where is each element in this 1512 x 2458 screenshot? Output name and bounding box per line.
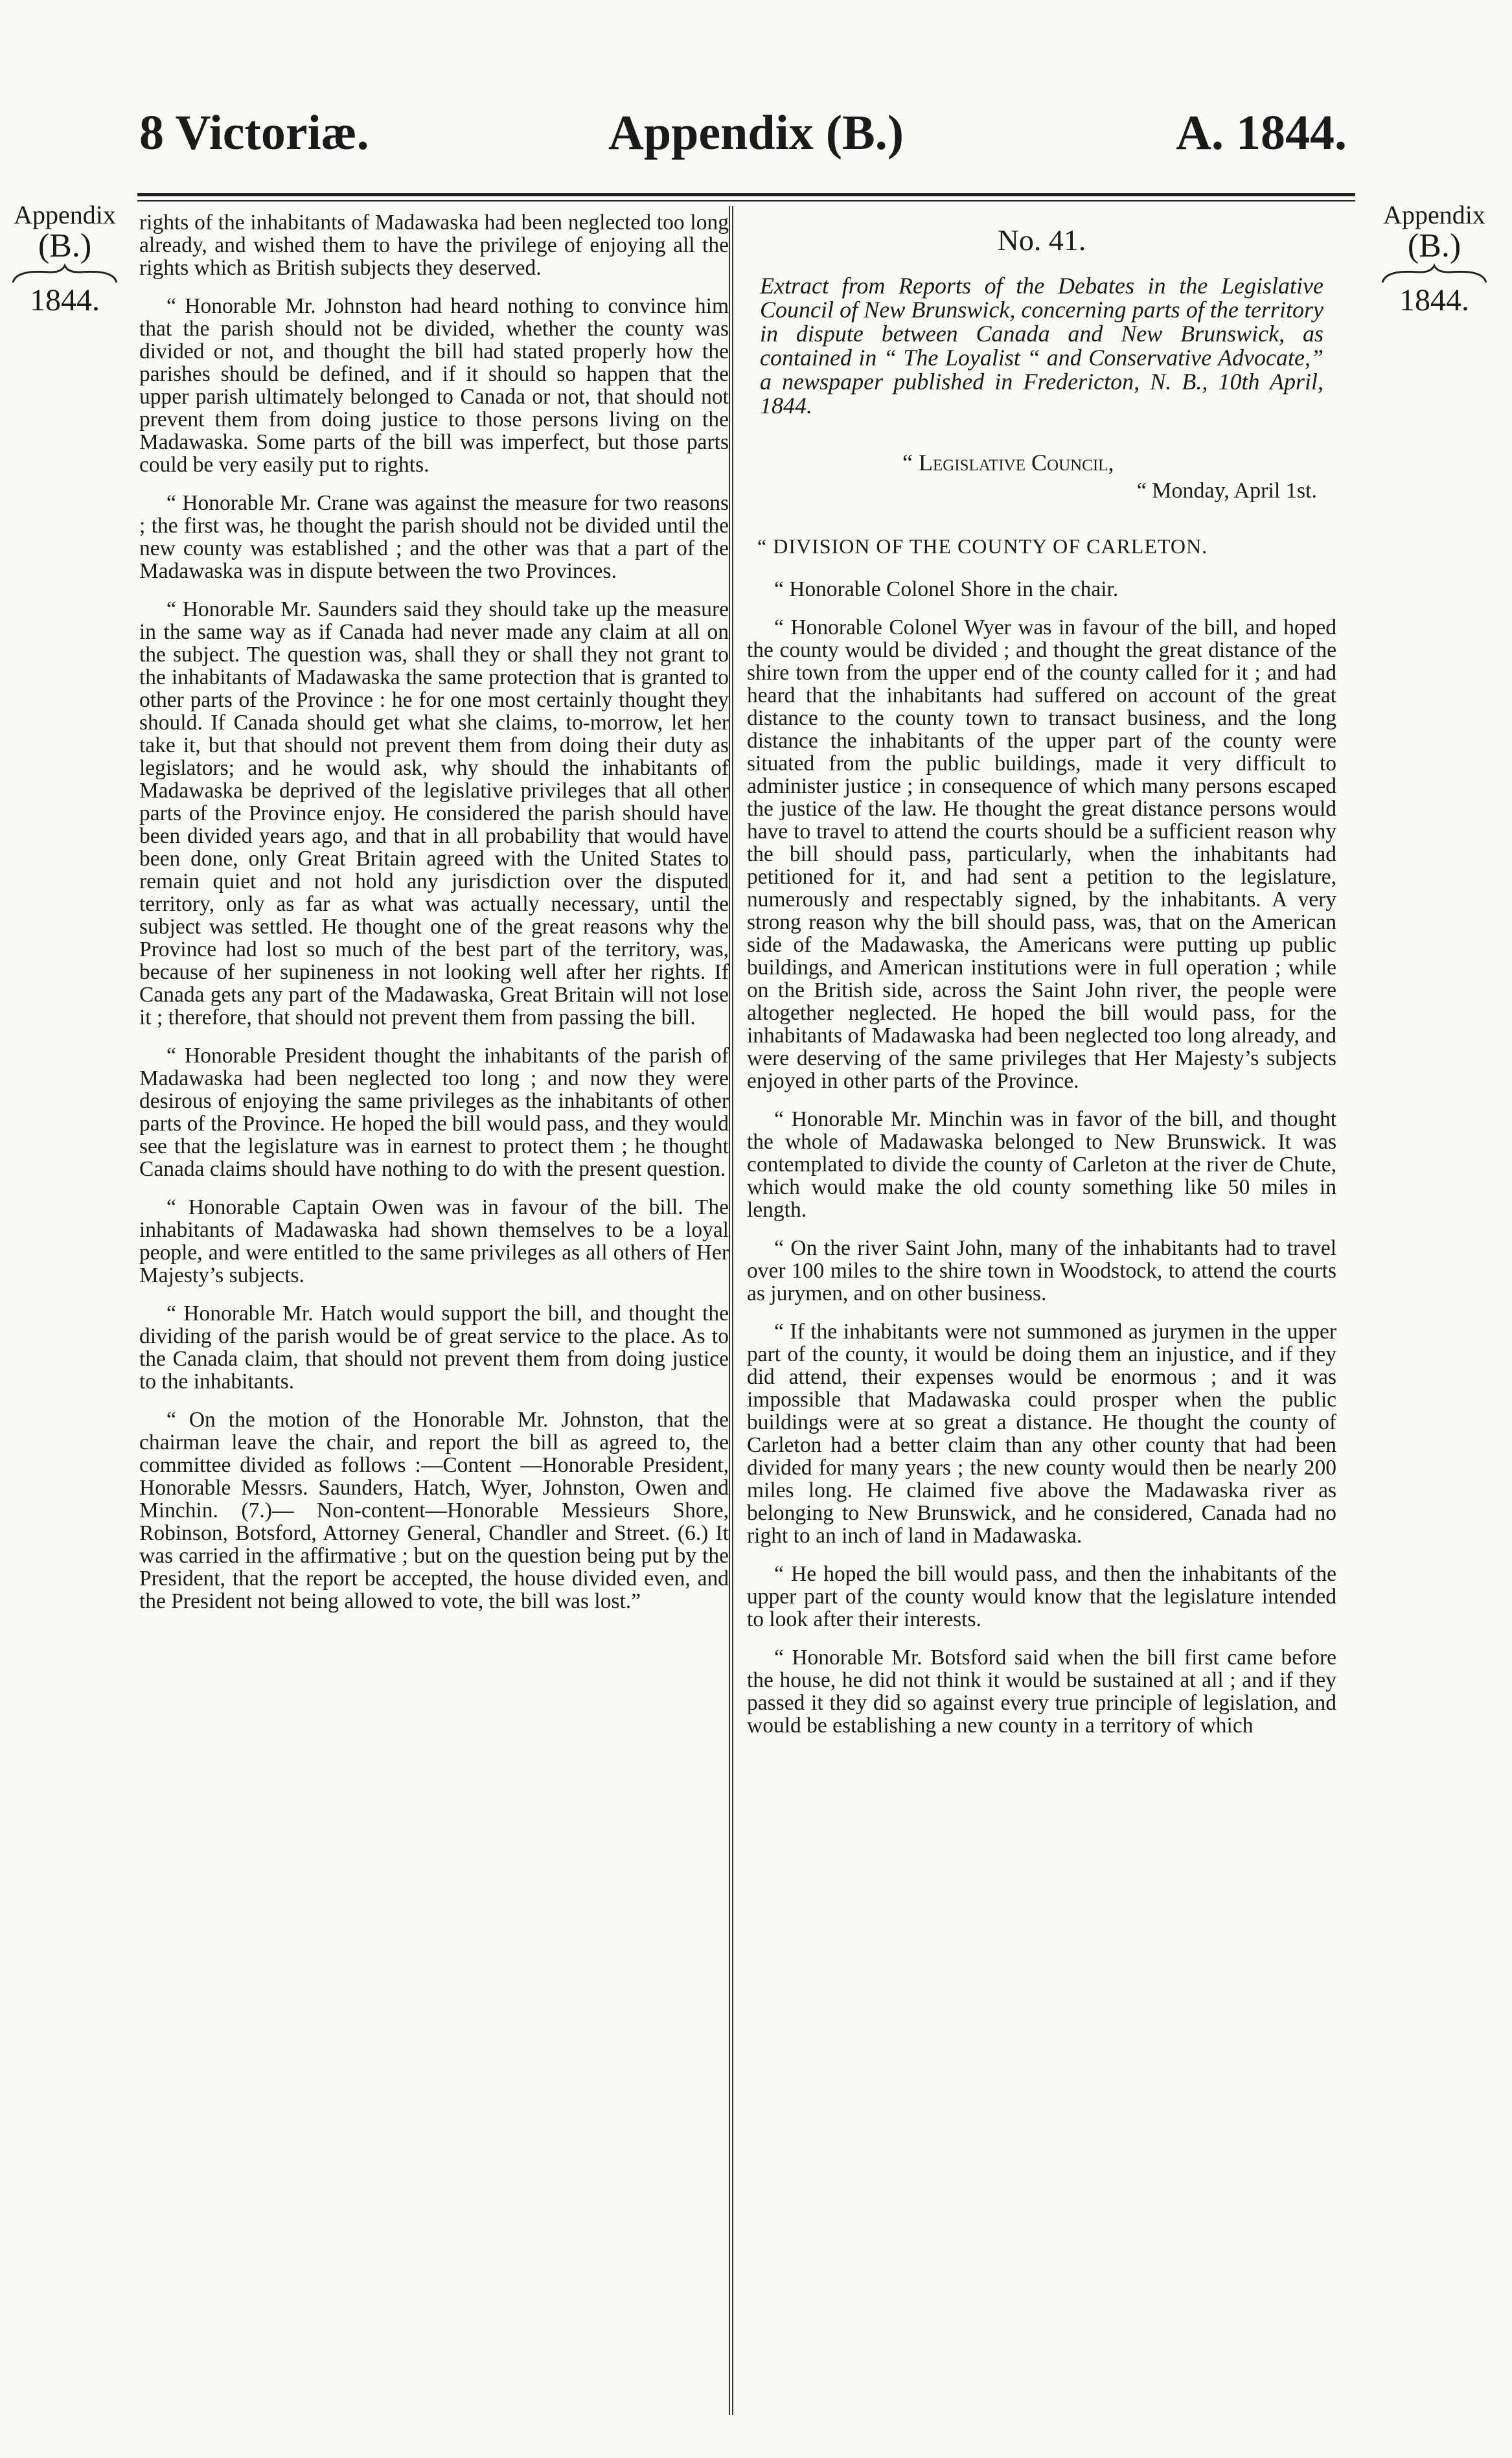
header-regnal-year: 8 Victoriæ. [139,106,369,160]
margin-year: 1844. [30,283,100,317]
council-heading: “ Legislative Council, [902,450,1114,476]
paragraph: rights of the inhabitants of Madawaska had been neglected too long already, and wished them to have the privilege of enjoying all the rights which as British subjects they deserved. [139,211,729,280]
margin-appendix-label: Appendix [14,200,116,229]
margin-note-right [1369,202,1499,316]
margin-appendix-label: Appendix [1383,200,1485,229]
margin-brace-icon [0,263,130,285]
paragraph: “ Honorable Mr. Saunders said they should take up the measure in the same way as if Canada had never made any claim at all on the subject. The question was, shall they or shall they not grant to the inhabitants of Madawaska the same protection that is granted to other parts of the Province : he for one most certainly thought they should. If Canada should get what she claims, to-morrow, let her take it, but that should not prevent them from doing their duty as legislators; and he would ask, why should the inhabitants of Madawaska be deprived of the legislative privileges that all other parts of the Province enjoy. He considered the parish should have been divided years ago, and that in all probability that would have been done, only Great Britain agreed with the United States to remain quiet and not hold any jurisdiction over the disputed territory, only as far as what was actually necessary, until the subject was settled. He thought one of the great reasons why the Province had lost so much of the best part of the territory, was, because of her supineness in not looking well after her rights. If Canada gets any part of the Madawaska, Great Britain will not lose it ; therefore, that should not prevent them from passing the bill. [139,597,729,1029]
header-year: A. 1844. [1176,106,1347,160]
left-column [139,211,729,1628]
paragraph: “ Honorable Mr. Hatch would support the bill, and thought the dividing of the parish would be of great service to the place. As to the Canada claim, that should not prevent them from doing justice to the inhabitants. [139,1302,729,1394]
paragraph: “ Honorable Mr. Botsford said when the bill first came before the house, he did not think it would be sustained at all ; and if they passed it they did so against every true principle of legislation, and would be establishing a new county in a territory of which [747,1646,1336,1738]
margin-year: 1844. [1399,283,1469,317]
paragraph: “ Honorable President thought the inhabitants of the parish of Madawaska had been neglected too long ; and now they were desirous of enjoying the same privileges as the inhabitants of other parts of the Province. He hoped the bill would pass, and they would see that the legislature was in earnest to protect them ; he thought Canada claims should have nothing to do with the present question. [139,1044,729,1181]
paragraph: “ Honorable Colonel Shore in the chair. [774,577,1119,601]
running-header [0,97,1512,175]
margin-note-left [0,202,130,316]
paragraph: “ On the river Saint John, many of the inhabitants had to travel over 100 miles to the shire town in Woodstock, to attend the courts as jurymen, and on other business. [747,1236,1336,1305]
paragraph: “ Honorable Mr. Johnston had heard nothing to convince him that the parish should not be divided, whether the county was divided or not, and thought the bill had stated properly how the parishes should be defined, and if it should so happen that the upper parish ultimately belonged to Canada or not, that should not prevent them from doing justice to those persons living on the Madawaska. Some parts of the bill was imperfect, but those parts could be very easily put to rights. [139,294,729,477]
paragraph: “ Honorable Mr. Minchin was in favor of the bill, and thought the whole of Madawaska belonged to New Brunswick. It was contemplated to divide the county of Carleton at the river de Chute, which would make the old county something like 50 miles in length. [747,1107,1336,1222]
paragraph: “ Honorable Captain Owen was in favour of the bill. The inhabitants of Madawaska had shown themselves to be a loyal people, and were entitled to the same privileges as all others of Her Majesty’s subjects. [139,1195,729,1287]
paragraph: “ Honorable Colonel Wyer was in favour of the bill, and hoped the county would be divided ; and thought the great distance of the shire town from the upper end of the county called for it ; and had heard that the inhabitants had suffered on account of the great distance to the county town to transact business, and the long distance the inhabitants of the upper part of the county were situated from the public buildings, made it very difficult to administer justice ; in consequence of which many persons escaped the justice of the law. He thought the great distance persons would have to travel to attend the courts should be a sufficient reason why the bill should pass, particularly, when the inhabitants had petitioned for it, and had sent a petition to the legislature, numerously and respectably signed, by the inhabitants. A very strong reason why the bill should pass, was, that on the American side of the Madawaska, the Americans were putting up public buildings, and American institutions were in full operation ; while on the British side, across the Saint John river, the people were altogether neglected. He hoped the bill would pass, for the inhabitants of Madawaska had been neglected too long already, and were deserving of the same privileges that Her Majesty’s subjects enjoyed in other parts of the Province. [747,615,1336,1093]
margin-appendix-letter: (B.) [38,227,92,264]
extract-title: Extract from Reports of the Debates in the Legislative Council of New Brunswick, concerning parts of the territory in dispute between Canada and New Brunswick, as contained in “ The Loyalist “ and Conservative Advocate,” a newspaper published in Fredericton, N. B., 10th April, 1844. [760,273,1323,419]
document-number: No. 41. [997,224,1086,257]
margin-appendix-letter: (B.) [1407,227,1461,264]
paragraph: “ He hoped the bill would pass, and then the inhabitants of the upper part of the county would know that the legislature intended to look after their interests. [747,1562,1336,1631]
session-date: “ Monday, April 1st. [1136,479,1317,503]
paragraph: “ On the motion of the Honorable Mr. Johnston, that the chairman leave the chair, and report the bill as agreed to, the committee divided as follows :—Content —Honorable President, Honorable Messrs. Saunders, Hatch, Wyer, Johnston, Owen and Minchin. (7.)— Non-content—Honorable Messieurs Shore, Robinson, Botsford, Attorney General, Chandler and Street. (6.) It was carried in the affirmative ; but on the question being put by the President, that the report be accepted, the house divided even, and the President not being allowed to vote, the bill was lost.” [139,1408,729,1613]
column-divider [729,206,733,2415]
division-heading: “ DIVISION OF THE COUNTY OF CARLETON. [757,534,1208,558]
paragraph: “ Honorable Mr. Crane was against the measure for two reasons ; the first was, he thought the parish should not be divided until the new county was established ; and the other was that a part of the Madawaska was in dispute between the two Provinces. [139,491,729,583]
margin-brace-icon [1369,263,1499,285]
header-appendix-title: Appendix (B.) [608,106,904,160]
header-rule-thick [137,193,1355,196]
right-column [747,211,1336,1752]
header-rule-thin [137,200,1355,201]
paragraph: “ If the inhabitants were not summoned as jurymen in the upper part of the county, it would be doing them an injustice, and if they did attend, their expenses would be enormous ; and it was impossible that Madawaska could prosper when the public buildings were at so great a distance. He thought the county of Carleton had a better claim than any other county that had been divided for many years ; the new county would then be nearly 200 miles long. He claimed five above the Madawaska river as belonging to New Brunswick, and he considered, Canada had no right to an inch of land in Madawaska. [747,1320,1336,1548]
